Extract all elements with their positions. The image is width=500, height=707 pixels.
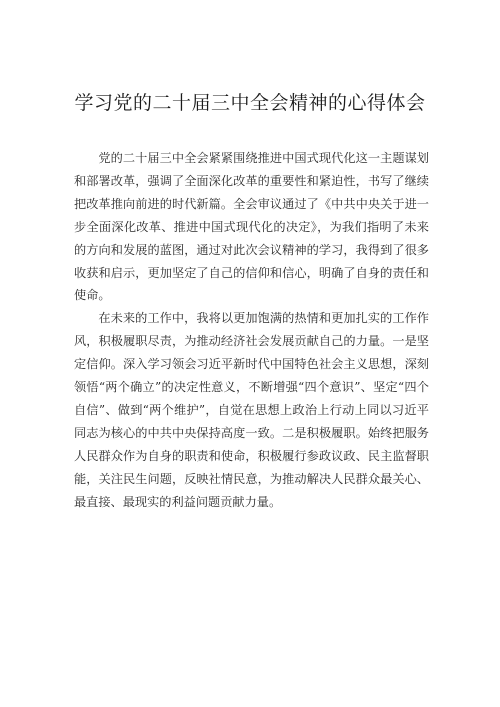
document-body [74,147,429,514]
document-title: 学习党的二十届三中全会精神的心得体会 [74,92,426,114]
paragraph-1: 党的二十届三中全会紧紧围绕推进中国式现代化这一主题谋划和部署改革，强调了全面深化改革的重要性和紧迫性，书写了继续把改革推向前进的时代新篇。全会审议通过了《中共中央关于进一步全面深化改革、推进中国式现代化的决定》，为我们指明了未来的方向和发展的蓝图，通过对此次会议精神的学习，我得到了很多收获和启示，更加坚定了自己的信仰和信心，明确了自身的责任和使命。 [74,151,429,303]
paragraph-2: 在未来的工作中，我将以更加饱满的热情和更加扎实的工作作风，积极履职尽责，为推动经济社会发展贡献自己的力量。一是坚定信仰。深入学习领会习近平新时代中国特色社会主义思想，深刻领悟“两个确立”的决定性意义，不断增强“四个意识”、坚定“四个自信”、做到“两个维护”，自觉在思想上政治上行动上同以习近平同志为核心的中共中央保持高度一致。二是积极履职。始终把服务人民群众作为自身的职责和使命，积极履行参政议政、民主监督职能，关注民生问题，反映社情民意，为推动解决人民群众最关心、最直接、最现实的利益问题贡献力量。 [74,311,429,509]
